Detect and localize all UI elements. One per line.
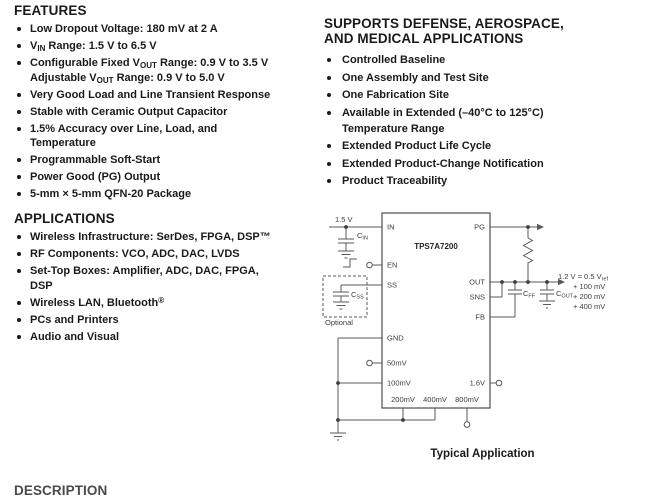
feature-item-text: 5-mm × 5-mm QFN-20 Package: [30, 188, 192, 200]
supports-heading-line2: AND MEDICAL APPLICATIONS: [324, 31, 524, 46]
pin-label-800mv: 800mV: [455, 395, 479, 404]
bullet-dot: [17, 252, 21, 256]
application-item: [14, 264, 316, 294]
pin-800mv-terminal-circle: [464, 422, 470, 428]
enable-step-icon: [343, 259, 357, 267]
pin-1v6-terminal-circle: [496, 380, 502, 386]
pin-label-1v6: 1.6V: [469, 378, 485, 388]
pin-label-en: EN: [387, 260, 398, 270]
feature-item-text: Low Dropout Voltage: 180 mV at 2 A: [30, 23, 218, 35]
bullet-dot: [17, 301, 21, 305]
pin-label-fb: FB: [475, 312, 485, 322]
bullet-dot: [327, 179, 331, 183]
chip-name-label: TPS7A7200: [414, 242, 458, 251]
css-ground-icon: [333, 302, 349, 309]
pg-arrowhead: [537, 224, 544, 230]
feature-item: [14, 88, 316, 103]
bullet-dot: [17, 269, 21, 273]
feature-item: [14, 39, 316, 54]
output-offset-100mv: + 100 mV: [573, 282, 606, 291]
supports-item: [324, 138, 574, 154]
right-column: [324, 16, 574, 191]
application-item-text: Wireless LAN, Bluetooth®: [30, 295, 165, 309]
bullet-dot: [327, 76, 331, 80]
supports-item: [324, 87, 574, 103]
supports-item-text: Controlled Baseline: [342, 54, 446, 66]
pin-label-50mv: 50mV: [387, 358, 407, 368]
bullet-dot: [327, 144, 331, 148]
supports-item: [324, 52, 574, 68]
main-ground-icon: [330, 433, 346, 440]
bullet-dot: [327, 111, 331, 115]
feature-item: [14, 122, 316, 151]
cin-ground-icon: [338, 251, 354, 258]
application-item-text: Set-Top Boxes: Amplifier, ADC, DAC, FPGA, DSP: [30, 264, 259, 292]
supports-item: [324, 156, 574, 172]
bullet-dot: [327, 162, 331, 166]
pin-label-out: OUT: [469, 277, 485, 287]
bullet-dot: [17, 335, 21, 339]
bullet-dot: [17, 127, 21, 131]
feature-item-text: Power Good (PG) Output: [30, 171, 161, 183]
application-item: [14, 296, 316, 311]
cff-label: $C_{FF}$: [523, 289, 536, 300]
cin-label: $C_{IN}$: [357, 231, 368, 242]
feature-item: [14, 153, 316, 168]
output-offset-400mv: + 400 mV: [573, 302, 606, 311]
supports-item: [324, 105, 574, 137]
left-column: [14, 4, 316, 347]
supports-item-text: One Assembly and Test Site: [342, 71, 489, 84]
supports-item-text: Extended Product-Change Notification: [342, 157, 544, 170]
feature-item-text: $V_{IN}$ Range: 1.5 V to 6.5 V: [30, 40, 157, 53]
bullet-dot: [17, 318, 21, 322]
application-item-text: Wireless Infrastructure: SerDes, FPGA, DSP™: [30, 230, 271, 243]
feature-item-text: 1.5% Accuracy over Line, Load, and Temperature: [30, 122, 218, 149]
feature-item: [14, 105, 316, 120]
output-offset-200mv: + 200 mV: [573, 292, 606, 301]
supports-item-text: Product Traceability: [342, 175, 448, 187]
supports-list: [324, 52, 574, 189]
feature-item-text: Stable with Ceramic Output Capacitor: [30, 105, 228, 118]
feature-item: [14, 22, 316, 37]
features-list: [14, 22, 316, 202]
pin-label-400mv: 400mV: [423, 395, 447, 404]
application-item: [14, 247, 316, 262]
gnd-rail-wire: [338, 338, 382, 433]
bullet-dot: [17, 61, 21, 65]
sns-wire: [490, 282, 502, 297]
bullet-dot: [327, 58, 331, 62]
bullet-dot: [327, 93, 331, 97]
optional-label: Optional: [325, 318, 353, 327]
bullet-dot: [17, 110, 21, 114]
output-equation-label: 1.2 V = 0.5 $V_{ref}$: [558, 272, 608, 283]
bullet-dot: [17, 158, 21, 162]
cout-label: $C_{OUT}$: [556, 289, 574, 300]
feature-item-text: Programmable Soft-Start: [30, 154, 161, 166]
application-item-text: PCs and Printers: [30, 313, 119, 326]
application-item-text: Audio and Visual: [30, 330, 120, 343]
cff-capacitor: [490, 282, 522, 317]
cout-ground-icon: [539, 301, 555, 308]
application-item-text: RF Components: VCO, ADC, DAC, LVDS: [30, 247, 240, 260]
cout-capacitor: [539, 282, 555, 308]
typical-application-diagram: [315, 205, 650, 455]
feature-item-text: Configurable Fixed $V_{OUT}$ Range: 0.9 V to 3.5 V Adjustable $V_{OUT}$ Range: 0.9 V to 5.0 V: [30, 57, 269, 85]
bullet-dot: [17, 175, 21, 179]
bullet-dot: [17, 93, 21, 97]
supports-item-text: Available in Extended (–40°C to 125°C) Temperature Range: [342, 106, 544, 135]
feature-item: [14, 170, 316, 185]
bullet-dot: [17, 27, 21, 31]
applications-list: [14, 230, 316, 345]
supports-heading: [324, 16, 574, 46]
pin-label-200mv: 200mV: [391, 395, 415, 404]
bullet-dot: [17, 192, 21, 196]
supports-item: [324, 70, 574, 86]
feature-item-text: Very Good Load and Line Transient Response: [30, 88, 271, 101]
application-item: [14, 330, 316, 345]
circuit-svg: [315, 205, 650, 455]
supports-item: [324, 173, 574, 189]
applications-heading: APPLICATIONS: [14, 210, 115, 226]
pin-label-pg: PG: [474, 222, 485, 232]
pin-label-100mv: 100mV: [387, 378, 411, 388]
pin-50mv-terminal-circle: [367, 360, 373, 366]
features-heading: FEATURES: [14, 3, 87, 18]
feature-item: [14, 56, 316, 85]
input-voltage-label: 1.5 V: [335, 215, 353, 224]
description-heading: DESCRIPTION: [14, 483, 108, 498]
pin-label-gnd: GND: [387, 333, 404, 343]
pin-label-ss: SS: [387, 280, 398, 290]
pin-label-sns: SNS: [469, 292, 485, 302]
bullet-dot: [17, 44, 21, 48]
pg-pullup-resistor: [524, 227, 533, 282]
en-terminal-circle: [367, 262, 373, 268]
circuit-caption: Typical Application: [430, 448, 535, 460]
bullet-dot: [17, 235, 21, 239]
feature-item: [14, 187, 316, 202]
supports-item-text: One Fabrication Site: [342, 89, 449, 101]
supports-item-text: Extended Product Life Cycle: [342, 140, 492, 152]
css-capacitor: [333, 285, 349, 309]
application-item: [14, 230, 316, 245]
application-item: [14, 313, 316, 328]
css-label: $C_{SS}$: [351, 290, 364, 301]
supports-heading-line1: SUPPORTS DEFENSE, AEROSPACE,: [324, 16, 564, 31]
pin-label-in: IN: [387, 222, 395, 232]
cin-capacitor: [338, 227, 354, 258]
